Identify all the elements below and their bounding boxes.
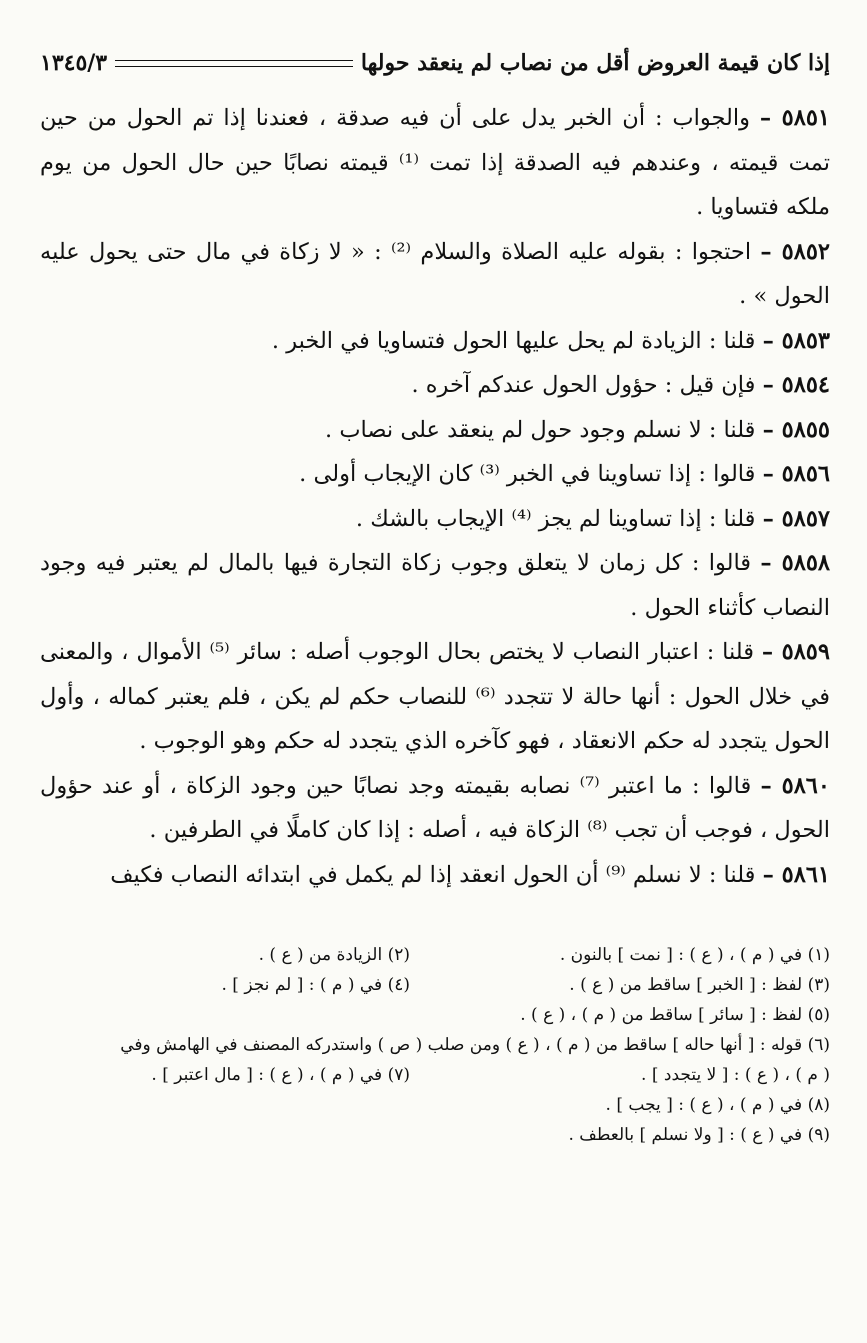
paragraph-text: فإن قيل : حؤول الحول عندكم آخره . [411, 372, 763, 398]
running-header [40, 40, 830, 86]
header-double-rule [115, 60, 353, 67]
paragraph [40, 363, 830, 408]
paragraph-text: قالوا : إذا تساوينا في الخبر ⁽³⁾ كان الإيجاب أولى . [299, 461, 763, 487]
paragraph-text: قالوا : كل زمان لا يتعلق وجوب زكاة التجارة فيها بالمال لم يعتبر فيه وجود النصاب كأثناء الحول . [40, 550, 830, 621]
paragraph [40, 630, 830, 764]
footnote: (١) في ( م ) ، ( ع ) : [ نمت ] بالنون . [559, 945, 830, 965]
footnote: (٥) لفظ : [ سائر ] ساقط من ( م ) ، ( ع ) . [520, 1005, 830, 1025]
paragraph-text: قلنا : إذا تساوينا لم يجز ⁽⁴⁾ الإيجاب بالشك . [355, 505, 763, 532]
paragraph [40, 541, 830, 630]
paragraph-number: ٥٨٥٩ – [761, 639, 830, 665]
footnotes [40, 940, 830, 1150]
paragraph-number: ٥٨٦١ – [762, 861, 830, 888]
paragraph-number: ٥٨٥٢ – [760, 238, 830, 265]
paragraph [40, 230, 830, 319]
paragraph [40, 408, 830, 453]
footnote: (٣) لفظ : [ الخبر ] ساقط من ( ع ) . [569, 975, 830, 995]
paragraph-text: قلنا : الزيادة لم يحل عليها الحول فتساويا في الخبر . [271, 327, 763, 354]
paragraph-number: ٥٨٦٠ – [760, 772, 830, 799]
paragraph-number: ٥٨٥١ – [759, 105, 830, 131]
main-text [40, 96, 830, 897]
paragraph-number: ٥٨٥٨ – [760, 550, 830, 576]
paragraph-text: قالوا : ما اعتبر ⁽⁷⁾ نصابه بقيمته وجد نصابًا حين وجود الزكاة ، أو عند حؤول الحول ، فوجب أن تجب ⁽⁸⁾ الزكاة فيه ، أصله : إذا كان كاملًا في الطرفين . [40, 772, 830, 843]
footnote-row [40, 970, 830, 1000]
footnote: (٩) في ( ع ) : [ ولا نسلم ] بالعطف . [568, 1125, 830, 1145]
paragraph-number: ٥٨٥٦ – [762, 461, 830, 487]
paragraph-number: ٥٨٥٧ – [762, 505, 830, 532]
paragraph-text: احتجوا : بقوله عليه الصلاة والسلام ⁽²⁾ : « لا زكاة في مال حتى يحول عليه الحول » . [40, 238, 830, 309]
paragraph [40, 319, 830, 364]
paragraph [40, 764, 830, 853]
footnote-row [40, 940, 830, 970]
footnote: (٢) الزيادة من ( ع ) . [258, 945, 410, 965]
paragraph [40, 497, 830, 542]
footnote-continuation: ( م ) ، ( ع ) : [ لا يتجدد ] . [641, 1065, 830, 1085]
paragraph-text: قلنا : اعتبار النصاب لا يختص بحال الوجوب أصله : سائر ⁽⁵⁾ الأموال ، والمعنى في خلال الحول : أنها حالة لا تتجدد ⁽⁶⁾ للنصاب حكم لم يكن ، فلم يعتبر كماله ، وأول الحول يتجدد له حكم الانعقاد ، فهو كآخره الذي يتجدد له حكم وهو الوجوب . [40, 639, 831, 754]
paragraph-number: ٥٨٥٣ – [762, 327, 830, 354]
footnote: (٤) في ( م ) : [ لم نجز ] . [221, 975, 410, 995]
paragraph [40, 452, 830, 497]
paragraph-text: قلنا : لا نسلم ⁽⁹⁾ أن الحول انعقد إذا لم يكمل في ابتدائه النصاب فكيف [110, 861, 763, 888]
footnote: (٦) قوله : [ أنها حاله ] ساقط من ( م ) ، ( ع ) ومن صلب ( ص ) واستدركه المصنف في الهامش وفي [120, 1035, 830, 1055]
book-page [40, 40, 830, 1150]
footnote-row [40, 1060, 830, 1090]
footnote: (٨) في ( م ) ، ( ع ) : [ يجب ] . [605, 1095, 830, 1115]
running-title: إذا كان قيمة العروض أقل من نصاب لم ينعقد حولها [360, 50, 830, 76]
paragraph [40, 96, 830, 230]
footnote: (٧) في ( م ) ، ( ع ) : [ مال اعتبر ] . [151, 1065, 410, 1085]
page-number: ١٣٤٥/٣ [40, 50, 108, 76]
paragraph-text: والجواب : أن الخبر يدل على أن فيه صدقة ، فعندنا إذا تم الحول من حين تمت قيمته ، وعندهم فيه الصدقة إذا تمت ⁽¹⁾ قيمته نصابًا حين حال الحول من يوم ملكه فتساويا . [40, 105, 830, 220]
paragraph-text: قلنا : لا نسلم وجود حول لم ينعقد على نصاب . [325, 416, 763, 443]
paragraph [40, 853, 830, 898]
paragraph-number: ٥٨٥٥ – [762, 416, 830, 443]
paragraph-number: ٥٨٥٤ – [762, 372, 830, 398]
